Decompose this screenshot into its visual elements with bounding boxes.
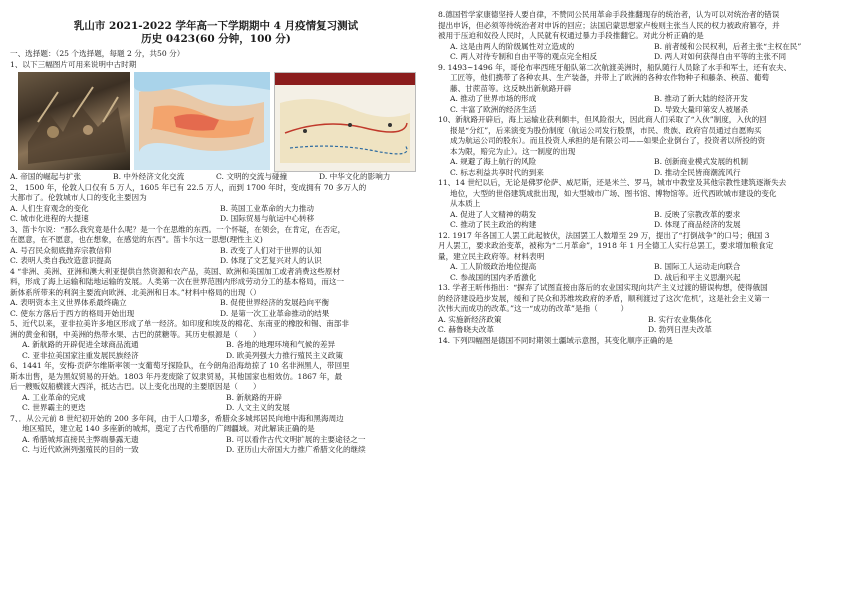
- q8-line1: 8.德国哲学家康德坚持人要自律，不赞同公民用革命手段推翻现存的统治者，认为可以对统治者的错误: [438, 10, 780, 19]
- q9-line3: 藤、甘蔗苗等。这反映出新航路开辟: [450, 83, 572, 93]
- q3-line1: 3、笛卡尔说：“那么我究竟是什么呢？是一个在思维的东西。一个怀疑，在领会，在肯定，在否定，: [10, 224, 346, 234]
- q8-line2: 提出申诉，但必须等待统治者对申诉的回应；法国启蒙思想家卢梭则主张当人民的权力被政府篡夺，并: [438, 20, 780, 30]
- q1-option-d: D. 中华文化的影响力: [319, 172, 391, 181]
- q1-figures: [18, 72, 422, 170]
- q10-line2: 报是“分红”，后来演变为股份制度（航运公司发行股票，市民、贵族、政府官员通过自愿购买: [450, 125, 762, 135]
- q5-option-b: B. 各地的地理环境和气候的差异: [226, 340, 336, 349]
- q14-line1: 14. 下列四幅图是德国不同时期领土疆域示意图，其变化顺序正确的是: [438, 335, 673, 345]
- q6-option-d: D. 人文主义的发展: [226, 403, 290, 412]
- q7-line1: 7、．从公元前 8 世纪初开始的 200 多年间，由于人口增多，希腊众多城邦居民向地中海和黑海周边: [10, 413, 344, 423]
- q3-option-b: B. 改变了人们对于世界的认知: [220, 245, 322, 255]
- q6-option-a: A. 工业革命的完成: [22, 392, 86, 402]
- q9-option-d: D. 导致大量印第安人被屠杀: [654, 104, 749, 114]
- q1-stem: 1、以下三幅图片可用来说明中古时期: [10, 59, 137, 69]
- q8-option-d: D. 两人对如何获得自由平等的主张不同: [654, 52, 787, 61]
- q4-option-c: C. 使东方落后于西方的格局开始出现: [10, 308, 135, 318]
- q1-option-c: C. 文明的交流与碰撞: [216, 172, 288, 181]
- q11-line2: 地位，大型的世俗建筑成批出现，如大型城市广场、图书馆、博物馆等。近代西欧城市建设的变化: [450, 188, 777, 198]
- q2-line1: 2、 1500 年，伦敦人口仅有 5 万人，1605 年已有 22.5 万人，而到 1700 年时，变成拥有 70 多万人的: [10, 182, 367, 192]
- battle-figure: [18, 72, 130, 170]
- q9-option-b: B. 推动了新大陆的经济开发: [654, 94, 748, 103]
- q6-line3: 后一艘贩奴船横渡大西洋，抵达古巴。以上变化出现的主要原因是（ ）: [10, 382, 261, 391]
- q4-line3: 新体系所带来的利润主要流向欧洲、北美洲和日本。”材料中格局的出现（）: [10, 287, 261, 297]
- exam-title: 乳山市 2021-2022 学年高一下学期期中 4 月疫情复习测试: [73, 20, 359, 32]
- q3-option-c: C. 表明人类自我改造意识提高: [10, 256, 112, 265]
- q3-line2: 在愿意，在不愿意，也在想象，在感觉的东西”。笛卡尔这一思想(理性主义): [10, 235, 263, 244]
- q12-line1: 12. 1917 年各国工人罢工此起彼伏，法国罢工人数增至 29 万，提出了“打倒战争”的口号；俄国 3: [438, 230, 770, 240]
- q11-option-b: B. 反映了宗教改革的要求: [654, 209, 741, 219]
- q12-option-c: C. 参战国的国内矛盾激化: [450, 272, 537, 282]
- exam-subtitle: 历史 0423(60 分钟，100 分): [141, 33, 291, 45]
- q9-line2: 工匠等，他们携带了各种农具、生产装备，并带上了欧洲的各种农作物种子和藤条、秧苗、葡萄: [450, 73, 769, 82]
- q13-option-b: B. 实行农业集体化: [648, 314, 712, 324]
- q1-option-a: A. 帝国的崛起与扩张: [10, 172, 82, 181]
- q7-option-a: A. 希腊城邦直接民主弊端暴露无遗: [22, 434, 139, 444]
- q2-option-d: D. 国际贸易与航运中心转移: [220, 214, 315, 223]
- q8-line3: 被用于压迫和奴役人民时，人民就有权通过暴力手段推翻它。对此分析正确的是: [438, 31, 704, 40]
- q1-option-b: B. 中外经济文化交流: [113, 172, 185, 181]
- q2-line2: 大都市了。伦敦城市人口的变化主要因为: [10, 193, 147, 202]
- section-heading: 一、选择题：（25 个选择题，每题 2 分，共50 分）: [10, 49, 185, 58]
- q12-line3: 量，建立民主政府等。材料表明: [438, 251, 545, 261]
- q8-option-b: B. 前者缓和公民权利，后者主张“主权在民”: [654, 41, 802, 51]
- q10-line1: 10、新航路开辟后，海上运输业获利颇丰，但风险很大，因此商人们采取了“入伙”制度，入伙的回: [438, 115, 767, 124]
- q13-line3: 次伟大而成功的改革。”这一“成功的改革”是指（ ）: [438, 304, 629, 313]
- q10-option-a: A. 规避了海上航行的风险: [450, 157, 537, 166]
- q12-option-a: A. 工人阶级政治地位提高: [450, 262, 537, 271]
- q9-line1: 9. 1493~1496 年，哥伦布率西班牙船队第二次航渡美洲时，船队随行人员除了水手和军士，还有农夫、: [438, 62, 792, 72]
- q5-line1: 5、近代以来，亚非拉美许多地区形成了单一经济。如印度和埃及的棉花、东南亚的橡胶和锡、南部非: [10, 319, 349, 328]
- q11-option-a: A. 促进了人文精神的萌发: [450, 209, 537, 219]
- q4-line1: 4 “非洲、美洲、亚洲和澳大利亚提供自然资源和农产品，英国、欧洲和美国加工或者消费这些原材: [10, 266, 341, 276]
- route-map-figure: [274, 72, 416, 172]
- q6-line1: 6、1441 年，安梅·贡萨尔维斯率领一支葡萄牙探险队，在今朗角沿海劫掠了 10 名非洲黑人，带回里: [10, 361, 350, 370]
- q13-option-c: C. 赫鲁晓夫改革: [438, 325, 494, 334]
- q11-line3: 从本质上: [450, 199, 481, 208]
- q13-option-a: A. 实施新经济政策: [438, 314, 502, 324]
- q5-option-a: A. 新航路的开辟促进全球商品流通: [22, 340, 139, 349]
- q6-option-c: C. 世界霸主的更迭: [22, 403, 86, 412]
- q9-option-c: C. 丰富了欧洲的经济生活: [450, 104, 537, 114]
- q10-line4: 本为限，赔完为止）。这一制度的出现: [450, 146, 576, 156]
- q9-option-a: A. 推动了世界市场的形成: [450, 94, 537, 103]
- q11-line1: 11、14 世纪以后，无论是佛罗伦萨、威尼斯，还是米兰、罗马，城市中教堂及其他宗教性建筑逐渐失去: [438, 178, 787, 187]
- q4-option-a: A. 表明资本主义世界体系最终确立: [10, 298, 127, 307]
- q7-option-d: D. 亚历山大帝国大力推广希腊文化的继续: [226, 445, 366, 454]
- q10-option-b: B. 创新商业模式发展的机制: [654, 157, 748, 166]
- q10-line3: 成为航运公司的股东）。而且投资人承担的是有限公司——如果企业倒台了，投资者以所投的资: [450, 136, 766, 145]
- q8-option-c: C. 两人对待专制和自由平等的观点完全相反: [450, 52, 598, 61]
- battle-illustration: [18, 72, 130, 170]
- q12-option-d: D. 战后和平主义思潮兴起: [654, 272, 741, 282]
- q5-option-c: C. 亚非拉美国家注重发展民族经济: [22, 350, 139, 360]
- q11-option-c: C. 推动了民主政治的构建: [450, 220, 537, 229]
- q13-option-d: D. 勃列日涅夫改革: [648, 325, 712, 334]
- q3-option-d: D. 体现了文艺复兴对人的认识: [220, 256, 322, 265]
- q4-option-d: D. 是第一次工业革命推动的结果: [220, 308, 330, 318]
- q13-line1: 13. 学者王昕伟指出：“摒弃了试图直接由落后的农业国实现向共产主义过渡的错误构想，使得俄国: [438, 283, 768, 292]
- q10-option-d: D. 推动全民皆商潮流风行: [654, 167, 741, 177]
- q3-option-a: A. 号召民众彻底抛弃宗教信仰: [10, 245, 112, 255]
- q4-line2: 料，形成了海上运输和陆地运输的发展。人类第一次在世界范围内形成劳动分工的基本格局，而这一: [10, 277, 345, 286]
- q5-line2: 洲的黄金和钢，中美洲的热带水果、古巴的蔗糖等。其历史根源是（ ）: [10, 329, 261, 339]
- q2-option-a: A. 人们生育观念的变化: [10, 203, 89, 213]
- left-column: [10, 0, 422, 456]
- q11-option-d: D. 体现了商品经济的发展: [654, 220, 741, 229]
- q6-option-b: B. 新航路的开辟: [226, 392, 282, 402]
- q7-option-b: B. 可以看作古代文明扩展的主要途径之一: [226, 434, 366, 444]
- q7-line2: 地区殖民，建立起 140 多座新的城邦，奠定了古代希腊的广阔疆域。对此解读正确的是: [22, 424, 315, 433]
- q2-option-c: C. 城市化进程的大提速: [10, 214, 89, 223]
- q6-line2: 斯本出售，是为黑奴贸易的开始。1803 年丹麦废除了奴隶贸易，其他国家也相效仿。1867 年，最: [10, 371, 343, 381]
- empire-map: [134, 72, 270, 170]
- q5-option-d: D. 欧美列强大力推行殖民主义政策: [226, 350, 343, 360]
- q7-option-c: C. 与近代欧洲列强殖民的目的一致: [22, 445, 139, 454]
- q10-option-c: C. 标志利益共享时代的到来: [450, 167, 544, 177]
- q8-option-a: A. 这是由两人的阶级属性对立造成的: [450, 41, 575, 51]
- q12-line2: 月人罢工，要求政治变革，被称为“二月革命”，1918 年 1 月全德工人实行总罢工，要求增加粮食定: [438, 241, 774, 250]
- q2-option-b: B. 英国工业革命的大力推动: [220, 203, 314, 213]
- empire-map-figure: [134, 72, 270, 170]
- route-map: [275, 73, 415, 171]
- q13-line2: 的经济建设趋步发展，缓和了民众和苏维埃政府的矛盾，顺利渡过了这次‘危机’，这是社会主义第一: [438, 293, 770, 303]
- q12-option-b: B. 国际工人运动走向联合: [654, 262, 741, 271]
- right-column: [438, 0, 850, 346]
- q4-option-b: B. 促使世界经济的发展趋向平衡: [220, 298, 330, 307]
